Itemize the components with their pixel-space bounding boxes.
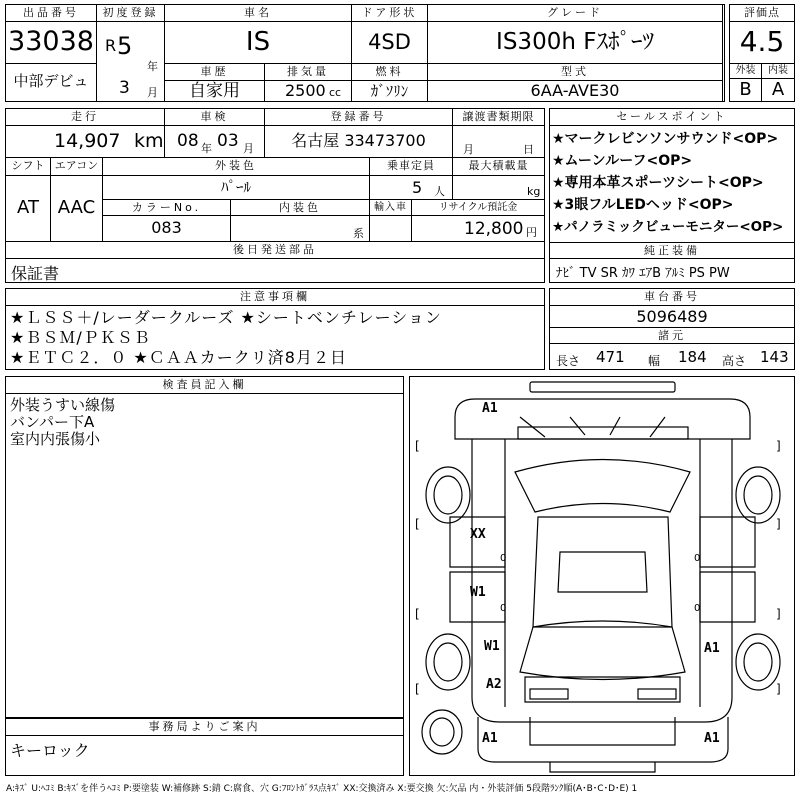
mileage: 14,907 bbox=[54, 130, 121, 152]
door-zero-mark: 0 bbox=[500, 553, 507, 564]
registration-month: 3 bbox=[119, 78, 130, 98]
interior-color-cell bbox=[231, 216, 370, 242]
grade-header: グレード bbox=[428, 4, 723, 22]
bracket-open: [ bbox=[415, 517, 420, 531]
grade: IS300h Fｽﾎﾟｰﾂ bbox=[428, 22, 723, 64]
sales-point: ★ムーンルーフ<OP> bbox=[552, 153, 693, 169]
exterior-grade: B bbox=[729, 79, 762, 102]
dimensions-cell bbox=[549, 344, 795, 370]
length-value: 471 bbox=[596, 348, 625, 366]
overall-score: 4.5 bbox=[729, 22, 795, 64]
mileage-unit: km bbox=[134, 130, 164, 152]
notes-header: 注意事項欄 bbox=[5, 288, 545, 306]
recycle-header: リサイクル預託金 bbox=[412, 200, 545, 216]
deferred-parts: 保証書 bbox=[11, 264, 60, 283]
sales-point: ★3眼フルLEDヘッド<OP> bbox=[552, 197, 734, 213]
inspector-notes bbox=[10, 397, 400, 448]
sales-points-list bbox=[552, 128, 794, 238]
width-value: 184 bbox=[678, 348, 707, 366]
first-registration-cell bbox=[97, 22, 165, 102]
car-name: IS bbox=[165, 22, 352, 64]
height-label: 高さ bbox=[722, 354, 747, 368]
dimensions-header: 諸元 bbox=[549, 328, 795, 344]
transfer-month-unit: 月 bbox=[463, 143, 474, 156]
lot-number: 33038 bbox=[5, 22, 97, 64]
inspection-year-unit: 年 bbox=[201, 142, 212, 155]
exterior-color: ﾊﾟｰﾙ bbox=[103, 176, 370, 200]
registration-year: 5 bbox=[117, 32, 133, 60]
shift: AT bbox=[5, 176, 51, 242]
mileage-header: 走行 bbox=[5, 108, 165, 126]
door-zero-mark: 0 bbox=[694, 603, 701, 614]
office-header: 事務局よりご案内 bbox=[5, 718, 404, 736]
note-line: ★ＬＳＳ＋/レーダークルーズ ★シートベンチレーション bbox=[10, 308, 442, 327]
recycle-fee: 12,800 bbox=[464, 219, 524, 239]
history-header: 車歴 bbox=[165, 64, 265, 81]
door-header: ドア形状 bbox=[352, 4, 428, 22]
door-zero-mark: 0 bbox=[500, 603, 507, 614]
max-load-unit: kg bbox=[527, 185, 541, 198]
inspector-line: 室内内張傷小 bbox=[10, 430, 101, 448]
aircon-header: エアコン bbox=[51, 158, 103, 176]
exterior-color-header: 外装色 bbox=[103, 158, 370, 176]
lot-number-header: 出品番号 bbox=[5, 4, 97, 22]
bracket-close: ] bbox=[776, 439, 781, 453]
inspection-header: 車検 bbox=[165, 108, 265, 126]
displacement-header: 排気量 bbox=[265, 64, 352, 81]
color-number-header: カラーNo. bbox=[103, 200, 231, 216]
capacity-header: 乗車定員 bbox=[370, 158, 453, 176]
import-cell bbox=[370, 216, 412, 242]
equipment-header: 純正装備 bbox=[549, 242, 795, 259]
displacement-cell bbox=[265, 81, 352, 102]
damage-mark: XX bbox=[470, 527, 486, 542]
notes-list bbox=[10, 308, 544, 368]
max-load-header: 最大積載量 bbox=[453, 158, 545, 176]
equipment-cell bbox=[549, 259, 795, 283]
legend: A:ｷｽﾞ U:ﾍｺﾐ B:ｷｽﾞを伴うﾍｺﾐ P:要塗装 W:補修跡 S:錆 C:腐食、穴 G:ﾌﾛﾝﾄｶﾞﾗｽ点ｷｽﾞ XX:交換済み X:要交換 欠:欠品 内・外装評価 5段階ﾗﾝｸ順(A･B･C･D･E) 1 bbox=[6, 784, 638, 794]
exterior-header: 外装 bbox=[729, 64, 762, 79]
displacement-unit: cc bbox=[329, 86, 342, 99]
deferred-parts-header: 後日発送部品 bbox=[5, 242, 545, 259]
capacity-cell bbox=[370, 176, 453, 200]
transfer-day-unit: 日 bbox=[523, 143, 534, 156]
capacity-unit: 人 bbox=[434, 185, 445, 198]
interior-grade: A bbox=[762, 79, 795, 102]
era-label: R bbox=[105, 36, 117, 55]
chassis-number: 5096489 bbox=[549, 306, 795, 328]
height-value: 143 bbox=[760, 348, 789, 366]
note-line: ★ＥＴＣ２．０ ★ＣＡＡカークリ済8月２日 bbox=[10, 348, 347, 367]
interior-header: 内装 bbox=[762, 64, 795, 79]
recycle-unit: 円 bbox=[526, 226, 537, 239]
fuel: ｶﾞｿﾘﾝ bbox=[352, 81, 428, 102]
damage-mark: A1 bbox=[704, 641, 720, 656]
chassis-header: 車台番号 bbox=[549, 288, 795, 306]
import-header: 輸入車 bbox=[370, 200, 412, 216]
venue-label: 中部デビュ bbox=[5, 64, 97, 102]
damage-mark: A1 bbox=[482, 731, 498, 746]
inspector-header: 検査員記入欄 bbox=[5, 376, 404, 394]
inspector-line: バンパー下A bbox=[10, 413, 95, 431]
note-line: ★ＢＳＭ/ＰＫＳＢ bbox=[10, 328, 151, 347]
displacement: 2500 bbox=[285, 81, 326, 100]
door-zero-mark: 0 bbox=[694, 553, 701, 564]
car-diagram-box bbox=[409, 376, 795, 776]
interior-color-unit: 系 bbox=[353, 227, 364, 240]
history: 自家用 bbox=[165, 81, 265, 102]
month-unit: 月 bbox=[147, 86, 158, 99]
inspector-line: 外装うすい線傷 bbox=[10, 396, 116, 414]
capacity: 5 bbox=[412, 178, 423, 197]
damage-mark: A2 bbox=[486, 677, 502, 692]
door-type: 4SD bbox=[352, 22, 428, 64]
damage-mark: W1 bbox=[484, 639, 500, 654]
inspection-month-unit: 月 bbox=[243, 142, 254, 155]
recycle-cell bbox=[412, 216, 545, 242]
interior-color-header: 内装色 bbox=[231, 200, 370, 216]
office-note: キーロック bbox=[10, 741, 90, 760]
bracket-open: [ bbox=[415, 682, 420, 696]
car-name-header: 車名 bbox=[165, 4, 352, 22]
bracket-open: [ bbox=[415, 607, 420, 621]
model-header: 型式 bbox=[428, 64, 723, 81]
aircon: AAC bbox=[51, 176, 103, 242]
shift-header: シフト bbox=[5, 158, 51, 176]
year-unit: 年 bbox=[147, 60, 158, 73]
bracket-close: ] bbox=[776, 607, 781, 621]
transfer-doc-cell bbox=[453, 126, 545, 158]
model-code: 6AA-AVE30 bbox=[428, 81, 723, 102]
sales-point: ★パノラミックビューモニター<OP> bbox=[552, 219, 784, 235]
fuel-header: 燃料 bbox=[352, 64, 428, 81]
equipment-list: ﾅﾋﾞ TV SR ｶﾜ ｴｱB ｱﾙﾐ PS PW bbox=[556, 266, 730, 281]
score-header: 評価点 bbox=[729, 4, 795, 22]
bracket-open: [ bbox=[415, 439, 420, 453]
inspection-month: 03 bbox=[217, 131, 239, 151]
max-load-cell bbox=[453, 176, 545, 200]
length-label: 長さ bbox=[556, 354, 581, 368]
sales-points-header: セールスポイント bbox=[549, 108, 795, 126]
damage-mark: A1 bbox=[704, 731, 720, 746]
plate-number: 名古屋 33473700 bbox=[265, 126, 453, 158]
bracket-close: ] bbox=[776, 682, 781, 696]
damage-mark: W1 bbox=[470, 585, 486, 600]
damage-mark: A1 bbox=[482, 401, 498, 416]
color-number: 083 bbox=[103, 216, 231, 242]
sales-point: ★専用本革スポーツシート<OP> bbox=[552, 175, 764, 191]
sales-point: ★マークレビンソンサウンド<OP> bbox=[552, 131, 779, 147]
deferred-parts-cell bbox=[5, 259, 545, 283]
inspection-year: 08 bbox=[177, 131, 199, 151]
first-registration-header: 初度登録 bbox=[97, 4, 165, 22]
width-label: 幅 bbox=[648, 354, 661, 368]
inspection-cell bbox=[165, 126, 265, 158]
bracket-close: ] bbox=[776, 517, 781, 531]
transfer-doc-header: 譲渡書類期限 bbox=[453, 108, 545, 126]
plate-header: 登録番号 bbox=[265, 108, 453, 126]
car-diagram bbox=[410, 377, 796, 777]
mileage-cell bbox=[5, 126, 165, 158]
